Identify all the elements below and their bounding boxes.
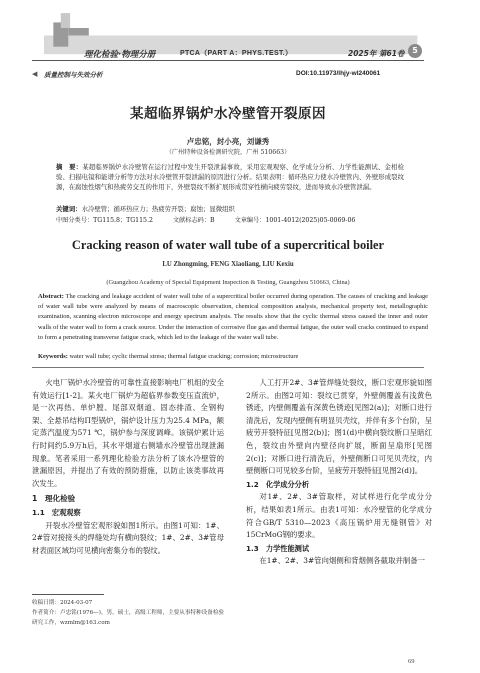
section-divider [32,367,424,368]
body-column-right [246,377,432,568]
cn-affiliation: （广州特种设备检测研究院，广州 510663） [165,149,291,156]
intro-paragraph: 火电厂锅炉水冷壁管的可靠性直接影响电厂机组的安全有效运行[1-2]。某火电厂锅炉为超临界参数变压直流炉，是一次再热、单炉膛、尾部双烟道、固态排渣、全钢构架、全悬吊结构Π型锅炉，锅炉设计压力为25.4 MPa，额定蒸汽温度为571 ℃，锅炉参与深度调峰。该锅炉累计运行时间约5.9万h后，其水平烟道右侧墙水冷壁管出现泄漏现象。笔者采用一系列理化检验方法分析了该水冷壁管的泄漏原因，并提出了有效的预防措施，以防止该类事故再次发生。 [32,378,224,488]
header-section: 理化检验·物理分册 [84,50,156,60]
issue-number-badge: 5 [408,44,422,58]
en-affiliation: (Guangzhou Academy of Special Equipment Inspection & Testing, Guangzhou 510663, China) [106,279,350,286]
cn-abstract-text: 某超临界锅炉水冷壁管在运行过程中发生开裂泄漏事故，采用宏观观察、化学成分分析、力学性能测试、金相检验、扫描电镜和能谱分析等方法对水冷壁管开裂泄漏的原因进行分析。结果表明：循环热应力使水冷壁管内、外壁形成裂纹源，在腐蚀性烟气和热疲劳交互的作用下，外壁裂纹不断扩展形成贯穿性横向疲劳裂纹，进而导致水冷壁管泄漏。 [56,163,405,192]
footnote-rule [32,594,104,595]
paragraph-1-1: 开裂水冷壁管宏观形貌如图1所示。由图1可知：1#、2#管对接接头的焊缝处均有横向裂纹；1#、2#、3#管母材表面区域均可见横向密集分布的裂纹。 [32,520,224,555]
en-abstract [38,292,428,343]
author-info: 作者简介：卢忠铭(1976—)，男，硕士，高级工程师，主要从事特种设备检验研究工作，wzmlm@163.com [32,610,225,626]
paragraph-1-3: 在1#、2#、3#管向烟侧和背烟侧各截取并制备一 [259,556,426,566]
clc-number: 中图分类号：TG115.8；TG115.2 [56,217,153,224]
en-keywords-label: Keywords: [38,353,68,360]
en-title: Cracking reason of water wall tube of a supercritical boiler [71,238,385,252]
column-label: 质量控制与失效分析 [44,71,103,79]
cn-keywords [56,204,404,213]
doi: DOI:10.11973/lhjy-wl240061 [296,70,381,77]
received-date: 收稿日期：2024-03-07 [32,600,93,606]
header-issue: 2025年 第61卷 [348,49,405,58]
cn-classification [56,215,436,224]
subsection-heading-1-3: 1.3 力学性能测试 [246,543,310,553]
cn-keywords-text: 水冷壁管；循环热应力；热疲劳开裂；腐蚀；显微组织 [81,205,235,213]
page-number: 69 [408,658,415,665]
paragraph-1-2: 对1#、2#、3#管取样，对试样进行化学成分分析，结果如表1所示。由表1可知：水冷壁管的化学成分符合GB/T 5310—2023《高压锅炉用无缝钢管》对15CrMoG钢的要求。 [246,492,432,540]
article-number: 文章编号：1001-4012(2025)05-0069-06 [234,217,356,224]
header-journal: PTCA（PART A：PHYS.TEST.） [180,50,293,57]
en-keywords-text: water wall tube; cyclic thermal stress; thermal fatigue cracking; corrosion; microstructure [69,353,299,360]
paragraph-1-1b: 人工打开2#、3#管焊缝处裂纹，断口宏观形貌如图2所示。由图2可知：裂纹已贯穿，外壁侧覆盖有浅黄色锈迹，内壁侧覆盖有深黄色锈迹[见图2(a)]；对断口进行清洗后，发现内壁侧有明显贝壳纹，并伴有多个台阶，呈疲劳开裂特征[见图2(b)]；图1(d)中横向裂纹断口呈暗红色，裂纹由外壁向内壁径向扩展，断面呈扇形[见图2(c)]；对断口进行清洗后，外壁侧断口可见贝壳纹，内壁侧断口可见较多台阶，呈疲劳开裂特征[见图2(d)]。 [246,378,432,476]
column-marker-icon: ◀ [32,70,38,78]
cn-abstract [56,162,404,193]
en-abstract-text: The cracking and leakage accident of water wall tube of a supercritical boiler occurred during operation. The causes of cracking and leakage of water wall tube were analyzed by means of macroscopic observation, chemical composition analysis, mechanical property test, metallographic examination, scanning electron microscope and energy spectrum analysis. The results show that the cyclic thermal stress caused the inner and outer walls of the water wall to form a crack source. Under the interaction of corrosive flue gas and thermal fatigue, the outer wall cracks continued to expand to form a penetrating transverse fatigue crack, which led to the leakage of the water wall tube. [38,293,429,341]
document-code: 文献标志码：B [172,217,215,224]
header-rule [32,60,424,61]
section-heading-1: 1 理化检验 [32,494,76,504]
subsection-heading-1-2: 1.2 化学成分分析 [246,479,310,489]
footnote [32,598,228,628]
body-column-left [32,377,224,557]
en-authors: LU Zhongming, FENG Xiaoliang, LIU Kexiu [162,261,294,268]
cn-keywords-label: 关键词： [56,205,82,213]
subsection-heading-1-1: 1.1 宏观观察 [32,507,81,517]
cn-authors: 卢忠铭，封小亮，刘谦秀 [186,137,270,146]
en-abstract-label: Abstract: [38,293,64,300]
cn-title: 某超临界锅炉水冷壁管开裂原因 [130,106,326,122]
en-keywords [38,353,428,360]
cn-abstract-label: 摘 要： [56,163,83,171]
